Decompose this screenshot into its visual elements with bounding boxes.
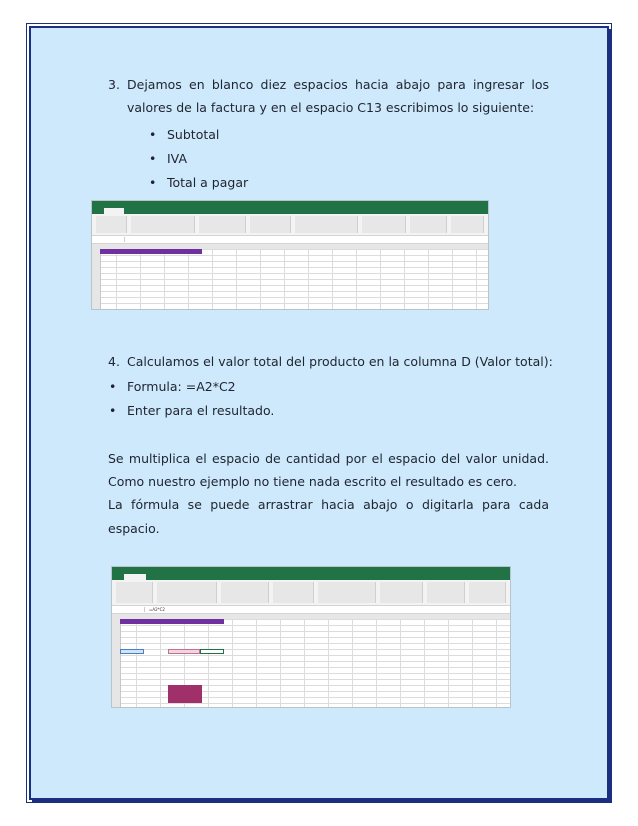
step3-bullet-subtotal: • Subtotal (167, 123, 219, 146)
paragraph-line3: La fórmula se puede arrastrar hacia abajo o digitarla para cada (108, 497, 549, 512)
paragraph-line1: Se multiplica el espacio de cantidad por el espacio del valor unidad. (108, 451, 549, 466)
step3-number: 3. (108, 77, 120, 92)
paragraph-line4: espacio. (108, 521, 160, 536)
row-headers (92, 249, 101, 309)
step4-bullet-formula: • Formula: =A2*C2 (127, 375, 236, 398)
step4-number: 4. (108, 354, 120, 369)
formula-cell (200, 649, 224, 654)
excel-screenshot-2 (111, 566, 511, 708)
formula-text: =A2*C2 (149, 607, 165, 612)
row-headers (112, 619, 121, 707)
step3-bullet-iva: • IVA (167, 147, 187, 170)
selected-row-blue (120, 649, 144, 654)
header-row-purple (100, 249, 202, 254)
formula-bar (92, 236, 488, 244)
step4-bullet-enter: • Enter para el resultado. (127, 399, 274, 422)
step4-line1: Calculamos el valor total del producto en la columna D (Valor total): (127, 354, 553, 369)
step3-line2: valores de la factura y en el espacio C13 escribimos lo siguiente: (127, 100, 535, 115)
excel-ribbon (112, 580, 510, 606)
header-row-purple (120, 619, 224, 624)
sheet-grid (92, 249, 488, 309)
selected-row-pink (168, 649, 200, 654)
selected-cell (202, 309, 228, 310)
excel-title-bar (112, 567, 510, 574)
step3-line1: Dejamos en blanco diez espacios hacia abajo para ingresar los (127, 77, 549, 92)
excel-ribbon (92, 214, 488, 236)
excel-screenshot-1 (91, 200, 489, 310)
labels-block-magenta (168, 685, 202, 703)
paragraph-line2: Como nuestro ejemplo no tiene nada escrito el resultado es cero. (108, 474, 517, 489)
excel-title-bar (92, 201, 488, 208)
page-frame (29, 26, 609, 800)
formula-bar (112, 606, 510, 614)
step3-bullet-total: • Total a pagar (167, 171, 248, 194)
